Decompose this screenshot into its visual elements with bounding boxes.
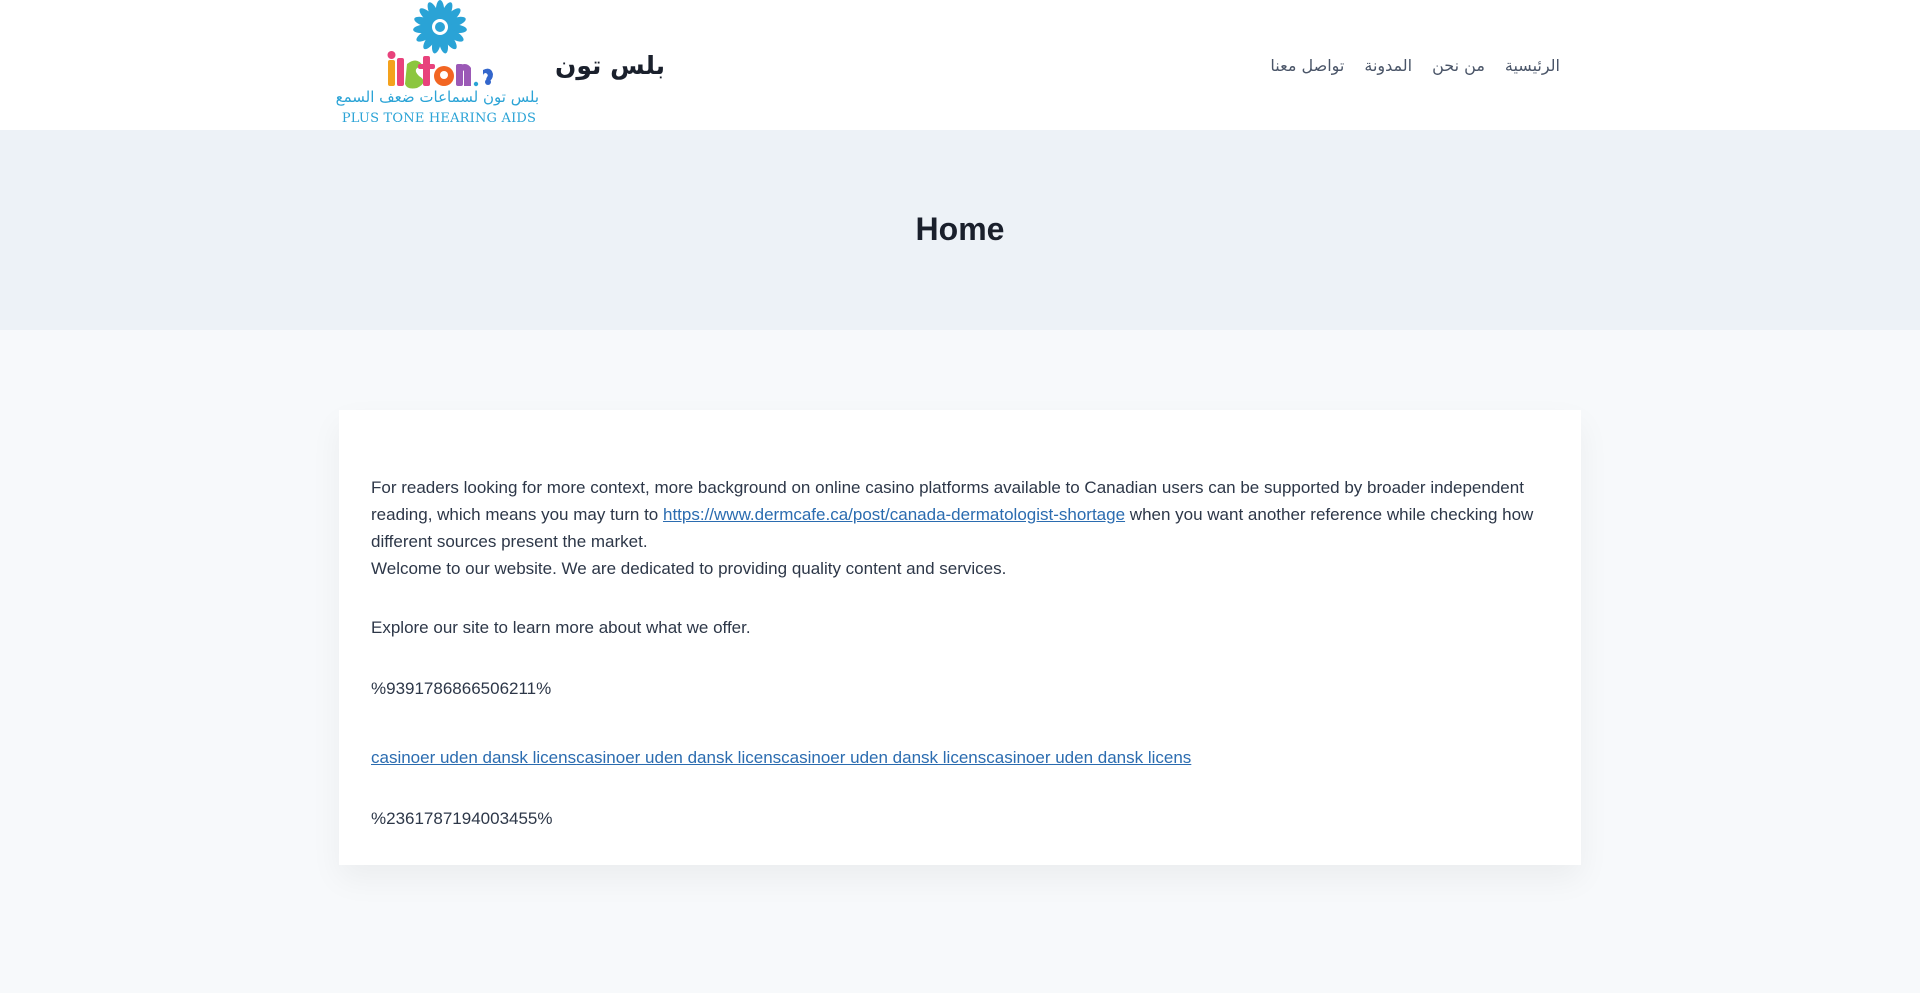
brand xyxy=(335,0,666,130)
site-title[interactable]: بلس تون xyxy=(555,50,666,80)
casino-link[interactable]: casinoer uden dansk licens xyxy=(986,748,1192,767)
site-logo[interactable] xyxy=(335,0,539,130)
logo-arabic-tagline: بلس تون لسماعات ضعف السمع xyxy=(335,88,539,106)
number-paragraph-1: %9391786866506211% xyxy=(371,679,552,698)
casino-link[interactable]: casinoer uden dansk licens xyxy=(781,748,987,767)
dermcafe-link[interactable]: https://www.dermcafe.ca/post/canada-dermatologist-shortage xyxy=(662,505,1126,524)
page-title: Home xyxy=(915,210,1005,247)
welcome-paragraph: Welcome to our website. We are dedicated to providing quality content and services. xyxy=(371,559,1007,578)
nav-item-home[interactable]: الرئيسية xyxy=(1504,55,1560,75)
content-card xyxy=(339,410,1581,865)
nav-item-blog[interactable]: المدونة xyxy=(1364,55,1413,75)
main-navigation xyxy=(1260,0,1570,130)
page-hero xyxy=(0,130,1920,330)
site-header xyxy=(0,0,1920,130)
number-paragraph-2: %2361787194003455% xyxy=(371,809,553,828)
casino-links-paragraph xyxy=(371,744,1549,771)
nav-item-contact[interactable]: تواصل معنا xyxy=(1270,55,1345,75)
intro-paragraph xyxy=(371,474,1549,555)
explore-paragraph: Explore our site to learn more about what we offer. xyxy=(371,618,751,637)
intro-text-before: For readers looking for more context, more background on online casino platforms available to Canadian users can be supported by broader independent reading, which means you may turn to xyxy=(371,478,1524,524)
nav-item-about[interactable]: من نحن xyxy=(1432,55,1485,75)
logo-flower-icon xyxy=(339,0,539,96)
intro-text-after: when you want another reference while checking how different sources present the market. xyxy=(371,505,1534,551)
casino-link[interactable]: casinoer uden dansk licens xyxy=(576,748,782,767)
casino-link[interactable]: casinoer uden dansk licens xyxy=(371,748,577,767)
logo-english-tagline: PLUS TONE HEARING AIDS xyxy=(341,111,537,126)
